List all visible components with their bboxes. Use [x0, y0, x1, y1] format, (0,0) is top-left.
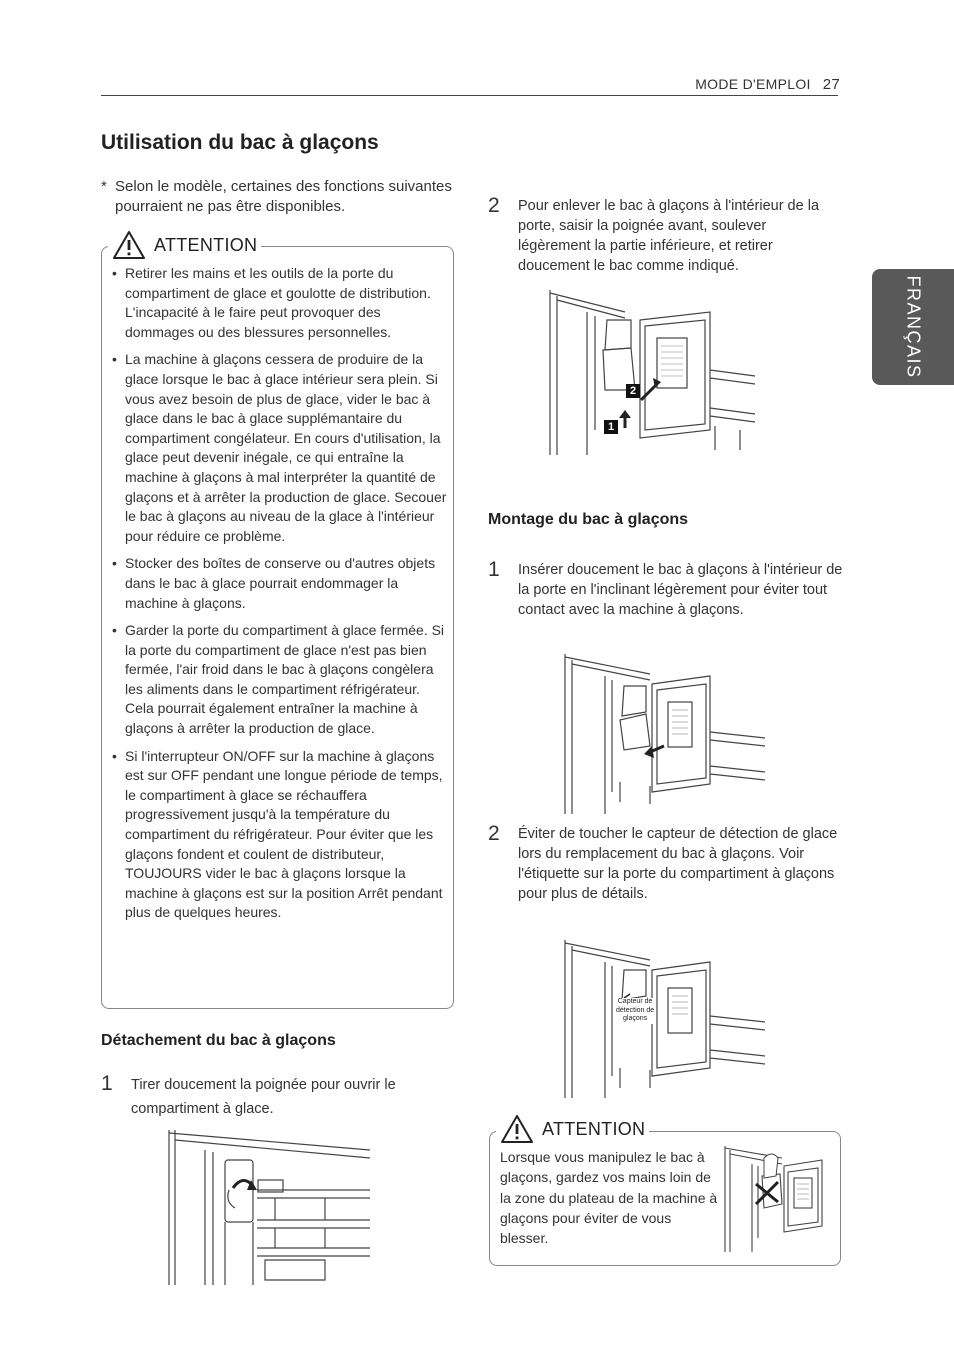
attention-bullet-list [112, 264, 452, 931]
sensor-label-line: glaçons [623, 1015, 648, 1022]
mount-step1-text: Insérer doucement le bac à glaçons à l'intérieur de la porte en l'inclinant légèrement pour éviter tout contact avec la machine à glaçons. [518, 562, 843, 618]
step-marker-2-label: 2 [629, 385, 637, 397]
language-tab-label: FRANÇAIS [903, 275, 924, 379]
attention-label-small: ATTENTION [542, 1118, 646, 1139]
mount-step2-text: Éviter de toucher le capteur de détection de glace lors du remplacement du bac à glaçons. Voir l'étiquette sur la porte du compartiment à glaçons pour plus de détails. [518, 826, 838, 902]
illustration-open-ice-compartment [165, 1130, 370, 1285]
mount-step2-number: 2 [488, 822, 500, 845]
illustration-insert-ice-bin [560, 654, 770, 814]
page-number: 27 [822, 76, 840, 93]
step-marker-2 [626, 384, 640, 398]
attention-header-main [108, 230, 261, 260]
attention-header-small [496, 1114, 649, 1144]
model-note [101, 177, 461, 217]
attention-bullet: • Garder la porte du compartiment à glace fermée. Si la porte du compartiment de glace n'est pas bien fermée, l'air froid dans le bac à glaçons congèlera les aliments dans le compartiment réfrigérateur. Cela pourrait également entraîner la machine à glaçons à arrêter la production de glace. [112, 621, 452, 739]
detach-heading: Détachement du bac à glaçons [101, 1032, 336, 1049]
illustration-remove-ice-bin [545, 290, 760, 455]
attention-label-main: ATTENTION [154, 234, 258, 255]
language-tab [872, 269, 954, 385]
manual-label: MODE D'EMPLOI [695, 76, 811, 92]
attention-bullet: • Retirer les mains et les outils de la porte du compartiment de glace et goulotte de distribution. L'incapacité à le faire peut provoquer des dommages ou des blessures personnelles. [112, 264, 452, 342]
illustration-ice-sensor [560, 940, 770, 1098]
sensor-label-line: détection de [616, 1006, 655, 1014]
warning-icon [500, 1114, 534, 1144]
detach-step2-number: 2 [488, 194, 500, 217]
attention-bullet: • Si l'interrupteur ON/OFF sur la machine à glaçons est sur OFF pendant une longue période de temps, le compartiment à glace se réchauffera progressivement jusqu'à la température du compartiment du réfrigérateur. Pour éviter que les glaçons fondent et coulent de distributeur, TOUJOURS vider le bac à glaçons lorsque la machine à glaçons est sur la position Arrêt pendant plus de quelques heures. [112, 747, 452, 923]
attention-bullet: • Stocker des boîtes de conserve ou d'autres objets dans le bac à glace pourrait endommager la machine à glaçons. [112, 554, 452, 613]
attention-bullet: • La machine à glaçons cessera de produire de la glace lorsque le bac à glace intérieur sera plein. Si vous avez besoin de plus de glace, vider le bac à glace dans le bac à glace supplémantaire du compartiment congélateur. En cours d'utilisation, la glace peut devenir inégale, ce qui entraîne la machine à glaçons à mal interpréter la quantité de glaçons et à arrêter la production de glace. Secouer le bac à glaçons au niveau de la glace à l'intérieur pour réduire ce problème. [112, 350, 452, 546]
attention-small-text: Lorsque vous manipulez le bac à glaçons, gardez vos mains loin de la zone du plateau de la machine à glaçons pour éviter de vous blesser. [500, 1149, 718, 1247]
step-marker-1-label: 1 [607, 421, 615, 433]
detach-step1-text: Tirer doucement la poignée pour ouvrir le compartiment à glace. [131, 1077, 396, 1117]
illustration-hand-caution [722, 1146, 826, 1252]
page-title: Utilisation du bac à glaçons [101, 131, 379, 154]
step-marker-1 [604, 420, 618, 434]
warning-icon [112, 230, 146, 260]
running-header [640, 76, 840, 93]
header-rule [101, 95, 838, 96]
note-text: Selon le modèle, certaines des fonctions suivantes pourraient ne pas être disponibles. [115, 178, 452, 215]
detach-step2-text: Pour enlever le bac à glaçons à l'intérieur de la porte, saisir la poignée avant, soulever légèrement la partie inférieure, et retirer doucement le bac comme indiqué. [518, 198, 820, 274]
sensor-label-line: Capteur de [617, 998, 653, 1005]
sensor-callout-label [616, 998, 654, 1024]
mount-step1-number: 1 [488, 558, 500, 581]
note-marker: * [101, 178, 107, 195]
mount-heading: Montage du bac à glaçons [488, 511, 689, 528]
detach-step1-number: 1 [101, 1072, 113, 1095]
